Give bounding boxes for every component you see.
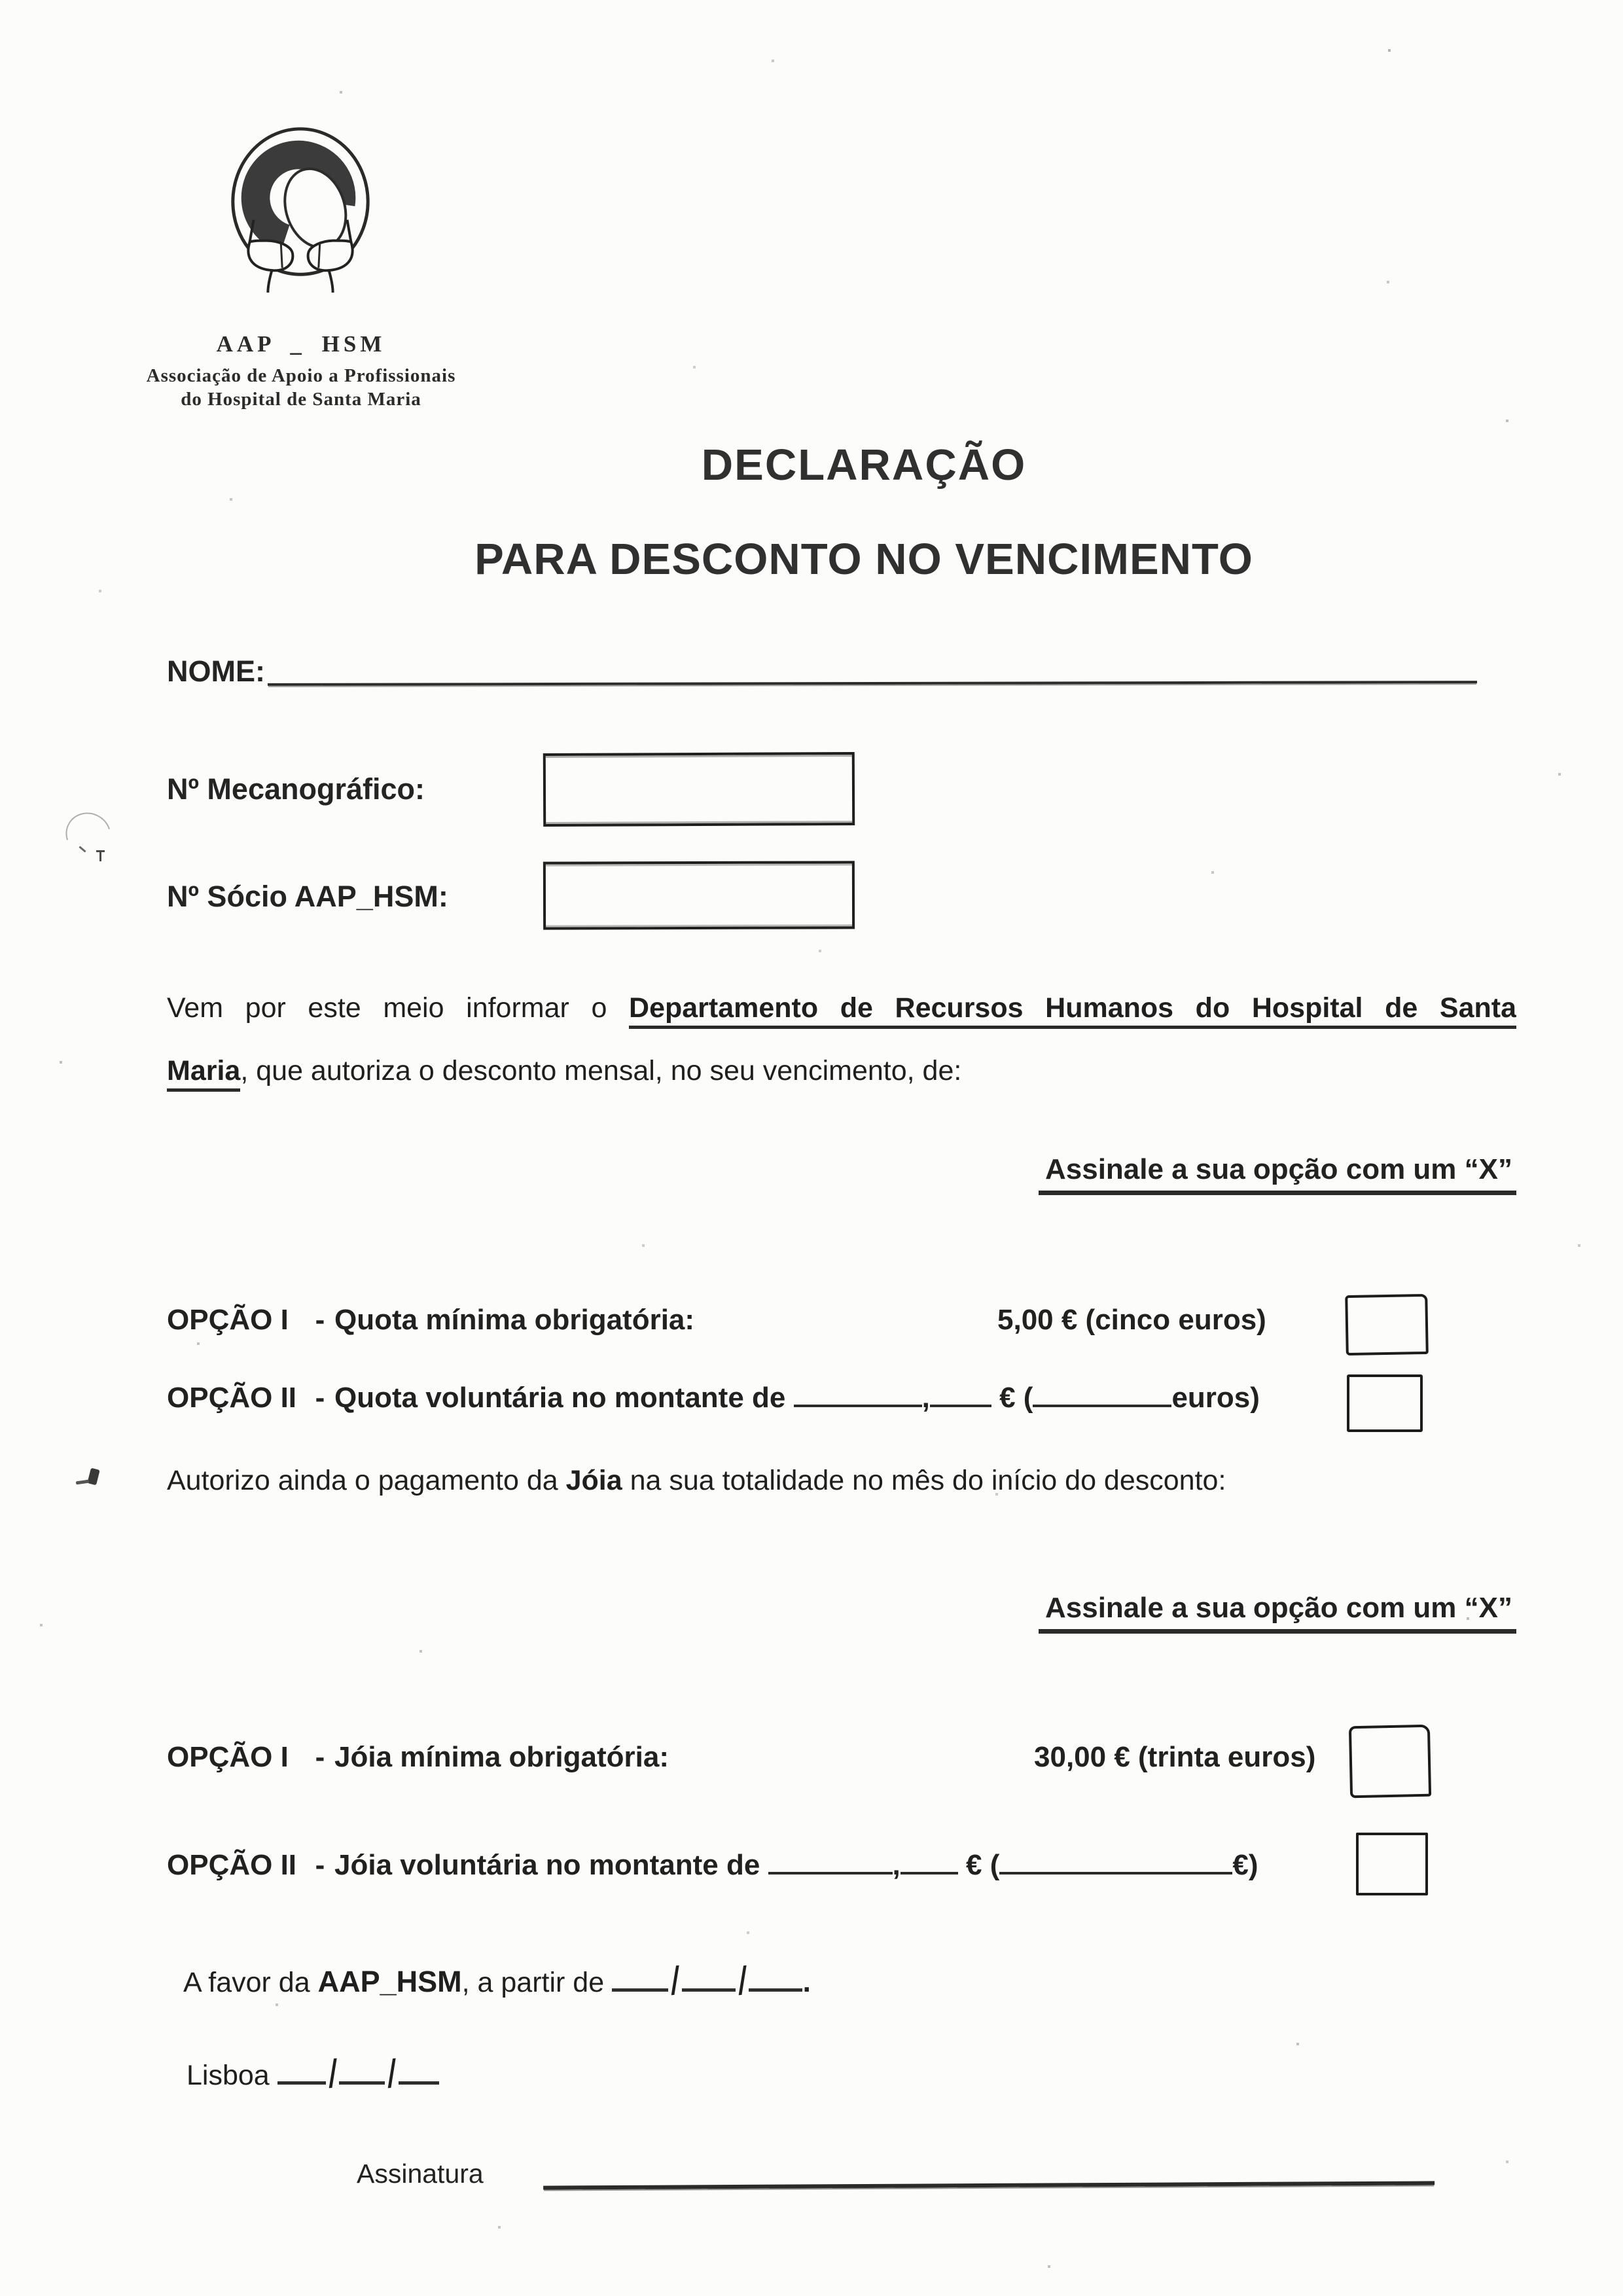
mecanografico-label: Nº Mecanográfico:: [167, 772, 425, 806]
joia-option1-label: OPÇÃO I: [167, 1741, 289, 1773]
org-name-line2: do Hospital de Santa Maria: [181, 389, 421, 410]
quota-option1-row: [167, 1304, 1522, 1336]
quota-amount-integer-blank[interactable]: [794, 1380, 922, 1407]
favor-line: [183, 1956, 811, 2001]
lisboa-date-day-blank[interactable]: [277, 2055, 326, 2085]
lisboa-line: [187, 2049, 439, 2094]
scan-artifact-blot-dot: [76, 1480, 90, 1485]
intro-line2-underlined: Maria: [167, 1055, 240, 1092]
quota-option2-euro-open: € (: [999, 1382, 1033, 1414]
joia-paragraph-bold: Jóia: [565, 1465, 622, 1496]
favor-date-year-blank[interactable]: [749, 1962, 802, 1992]
lisboa-date-slash1: /: [325, 2051, 341, 2096]
hands-holding-egg-logo-icon: [216, 123, 385, 295]
mecanografico-input-box[interactable]: [543, 752, 855, 827]
joia-option2-checkbox[interactable]: [1356, 1833, 1428, 1895]
scan-artifact-tick-v: [99, 851, 101, 861]
intro-line2-normal: , que autoriza o desconto mensal, no seu vencimento, de:: [240, 1055, 962, 1086]
quota-amount-words-blank[interactable]: [1033, 1380, 1171, 1407]
nome-label: NOME:: [167, 655, 265, 688]
quota-option1-checkbox[interactable]: [1345, 1294, 1429, 1355]
joia-option2-suffix: €): [1232, 1849, 1258, 1881]
quota-option2-suffix: euros): [1171, 1382, 1260, 1414]
quota-option1-text: Quota mínima obrigatória:: [334, 1304, 695, 1336]
intro-line1: [167, 980, 1516, 1043]
lisboa-date-month-blank[interactable]: [339, 2055, 385, 2085]
quota-option1-value: 5,00 € (cinco euros): [997, 1304, 1266, 1336]
assinale-note-quota: Assinale a sua opção com um “X”: [1039, 1153, 1516, 1195]
scan-artifact-blot: [87, 1468, 99, 1486]
joia-option2-euro-open: € (: [966, 1849, 1000, 1881]
joia-paragraph-pre: Autorizo ainda o pagamento da: [167, 1465, 558, 1496]
joia-option2-text: Jóia voluntária no montante de: [334, 1849, 760, 1881]
joia-option1-value: 30,00 € (trinta euros): [1034, 1741, 1316, 1773]
quota-option2-row: [167, 1380, 1522, 1414]
scan-artifact-tick-h: [96, 850, 105, 852]
assinatura-line[interactable]: [543, 2151, 1435, 2189]
favor-date-day-blank[interactable]: [612, 1962, 668, 1992]
joia-paragraph: [167, 1465, 1541, 1497]
nome-input-line[interactable]: [268, 681, 1477, 686]
document-title: DECLARAÇÃO: [701, 440, 1027, 490]
socio-input-box[interactable]: [543, 861, 855, 929]
intro-line1-underlined: Departamento de Recursos Humanos do Hospital de Santa: [629, 992, 1516, 1029]
quota-option1-dash: -: [315, 1304, 325, 1336]
scan-artifact-arc: [58, 804, 119, 864]
lisboa-label: Lisboa: [187, 2060, 270, 2091]
favor-date-slash2: /: [734, 1958, 751, 2003]
joia-option2-dash: -: [315, 1849, 325, 1881]
joia-paragraph-post: na sua totalidade no mês do início do desconto:: [630, 1465, 1226, 1496]
favor-pre: A favor da: [183, 1967, 310, 1998]
org-name-line1: Associação de Apoio a Profissionais: [146, 365, 456, 386]
quota-option2-checkbox[interactable]: [1347, 1374, 1423, 1432]
joia-option1-text: Jóia mínima obrigatória:: [334, 1741, 669, 1773]
intro-line2: [167, 1043, 1516, 1098]
assinatura-label: Assinatura: [357, 2159, 484, 2189]
intro-paragraph: [167, 980, 1516, 1098]
quota-option1-label: OPÇÃO I: [167, 1304, 289, 1336]
joia-option2-label: OPÇÃO II: [167, 1849, 297, 1881]
joia-amount-decimal-blank[interactable]: [901, 1847, 958, 1874]
joia-option1-checkbox[interactable]: [1349, 1725, 1431, 1799]
favor-end: .: [802, 1965, 811, 1998]
favor-org: AAP_HSM: [317, 1965, 462, 1998]
joia-option2-row: [167, 1847, 1522, 1882]
joia-option1-row: [167, 1741, 1522, 1774]
org-abbreviation: AAP _ HSM: [216, 331, 386, 357]
lisboa-date-slash2: /: [384, 2051, 400, 2096]
quota-option2-text: Quota voluntária no montante de: [334, 1382, 786, 1414]
nome-row: [167, 655, 1477, 689]
org-name-block: [92, 331, 510, 411]
favor-date-slash1: /: [668, 1958, 683, 2003]
favor-mid: , a partir de: [461, 1967, 605, 1998]
document-subtitle: PARA DESCONTO NO VENCIMENTO: [474, 535, 1253, 584]
quota-option2-dash: -: [315, 1382, 325, 1414]
quota-option2-label: OPÇÃO II: [167, 1382, 297, 1414]
intro-line1-normal: Vem por este meio informar o: [167, 992, 607, 1024]
scan-noise-speckles: [0, 0, 1, 1]
assinale-note-joia: Assinale a sua opção com um “X”: [1039, 1592, 1516, 1634]
joia-amount-integer-blank[interactable]: [768, 1847, 893, 1874]
socio-label: Nº Sócio AAP_HSM:: [167, 880, 448, 913]
joia-option2-comma: ,: [892, 1849, 901, 1881]
favor-date-month-blank[interactable]: [682, 1962, 736, 1992]
quota-amount-decimal-blank[interactable]: [930, 1380, 991, 1407]
quota-option2-comma: ,: [921, 1382, 930, 1414]
joia-option1-dash: -: [315, 1741, 325, 1773]
joia-amount-words-blank[interactable]: [999, 1847, 1232, 1874]
lisboa-date-year-blank[interactable]: [399, 2055, 439, 2085]
